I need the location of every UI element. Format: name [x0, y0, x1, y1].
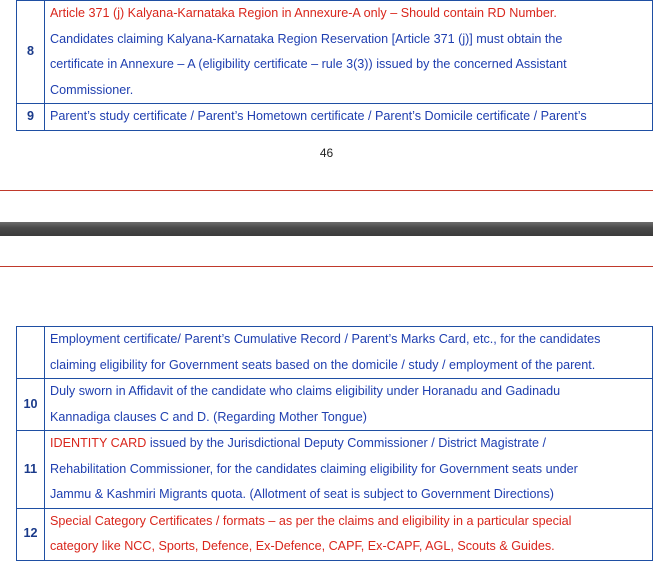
row-description: [45, 431, 653, 509]
identity-card-emphasis: IDENTITY CARD: [50, 436, 147, 450]
row-number: 12: [17, 508, 45, 560]
row-text-line: certificate in Annexure – A (eligibility certificate – rule 3(3)) issued by the concerned Assistant: [50, 57, 567, 71]
row-text-line: Jammu & Kashmiri Migrants quota. (Allotment of seat is subject to Government Directions): [50, 487, 554, 501]
page-top: [0, 0, 653, 204]
row-description: [45, 1, 653, 104]
row-text-line: category like NCC, Sports, Defence, Ex-Defence, CAPF, Ex-CAPF, AGL, Scouts & Guides.: [50, 539, 555, 553]
row-text-line: Article 371 (j) Kalyana-Karnataka Region in Annexure-A only – Should contain RD Number.: [50, 6, 557, 20]
table-row: [17, 508, 653, 560]
documents-table-bottom: [16, 326, 653, 561]
row-number: 10: [17, 379, 45, 431]
documents-table-top: [16, 0, 653, 131]
row-text-line: Kannadiga clauses C and D. (Regarding Mother Tongue): [50, 409, 367, 424]
row-number: 8: [17, 1, 45, 104]
row-text-line: Special Category Certificates / formats – as per the claims and eligibility in a particular special: [50, 513, 572, 528]
row-description: [45, 379, 653, 431]
row-number: 9: [17, 104, 45, 131]
row-text-line: Rehabilitation Commissioner, for the candidates claiming eligibility for Government seats under: [50, 461, 578, 476]
row-text-line: Commissioner.: [50, 82, 134, 97]
row-number: 11: [17, 431, 45, 509]
table-row: [17, 104, 653, 131]
page-bottom: [0, 236, 653, 557]
row-text-line: Parent’s study certificate / Parent’s Hometown certificate / Parent’s Domicile certificate / Parent’s: [50, 109, 587, 123]
row-text-line: claiming eligibility for Government seats based on the domicile / study / employment of the parent.: [50, 357, 596, 372]
table-row: [17, 1, 653, 104]
row-text-line: Employment certificate/ Parent’s Cumulative Record / Parent’s Marks Card, etc., for the candidates: [50, 332, 601, 346]
page-separator: [0, 222, 653, 236]
page-header-rule: [0, 266, 653, 267]
row-number: [17, 327, 45, 379]
row-description: [45, 508, 653, 560]
row-description: [45, 327, 653, 379]
table-row: [17, 379, 653, 431]
row-text-line: Duly sworn in Affidavit of the candidate who claims eligibility under Horanadu and Gadinadu: [50, 384, 561, 398]
row-text-line: Candidates claiming Kalyana-Karnataka Region Reservation [Article 371 (j)] must obtain the: [50, 31, 563, 46]
row-text-fragment: issued by the Jurisdictional Deputy Commissioner / District Magistrate /: [146, 436, 546, 450]
table-row: [17, 431, 653, 509]
page-number: 46: [319, 146, 334, 160]
table-row: [17, 327, 653, 379]
page-footer-rule: [0, 190, 653, 191]
row-description: [45, 104, 653, 131]
row-text-line: [50, 431, 647, 457]
